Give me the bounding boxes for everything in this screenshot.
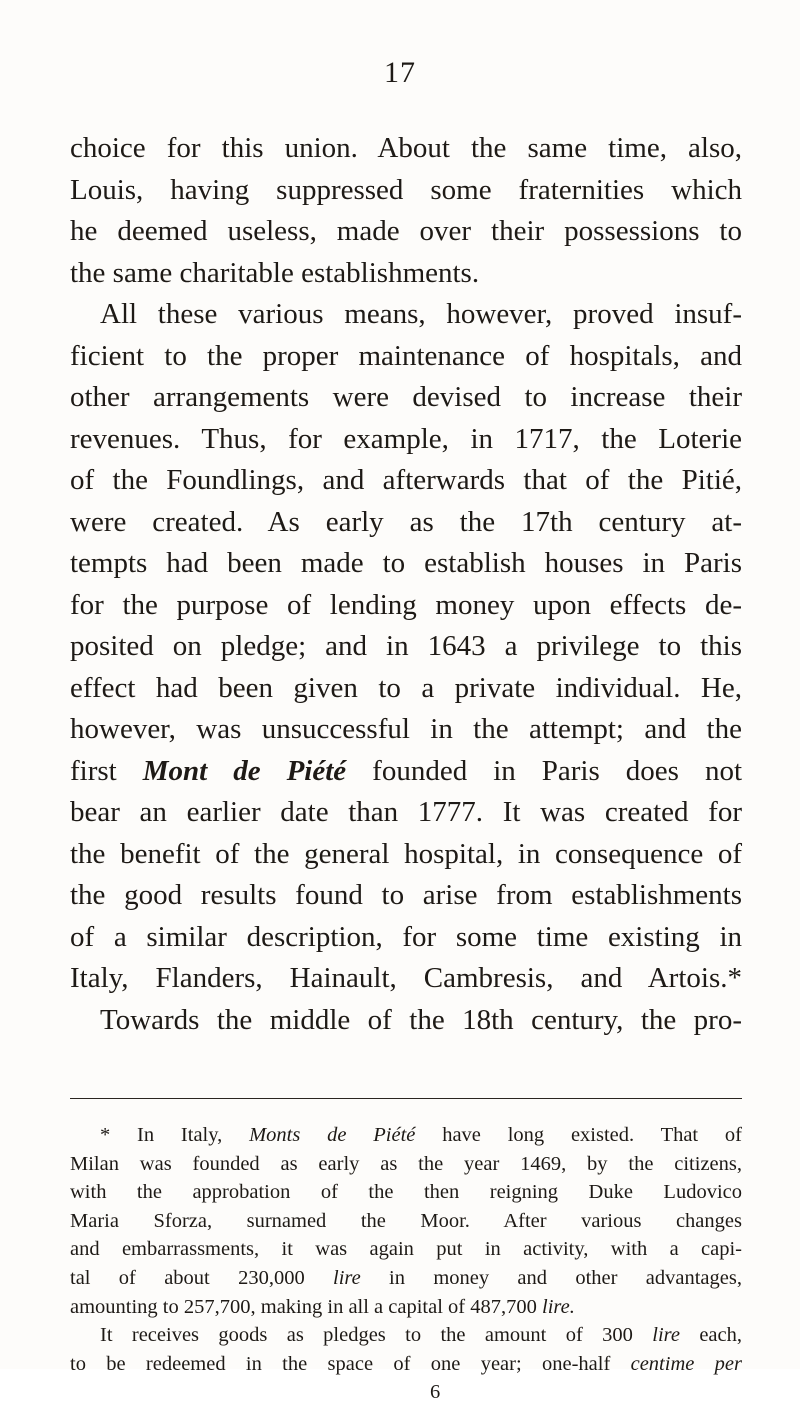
body-line-mont-de-piete [70, 751, 742, 793]
body-line: the benefit of the general hospital, in consequence of [70, 837, 742, 870]
body-line: revenues. Thus, for example, in 1717, the Loterie [70, 422, 742, 455]
body-line: ficient to the proper maintenance of hospitals, and [70, 339, 742, 372]
footnote-italic-term: lire [333, 1266, 361, 1289]
body-line: effect had been given to a private individual. He, [70, 671, 742, 704]
body-line: the good results found to arise from establishments [70, 879, 742, 911]
page-number: 17 [384, 56, 416, 89]
body-line: Towards the middle of the 18th century, the pro- [100, 1003, 742, 1036]
body-line: other arrangements were devised to increase their [70, 381, 742, 413]
footnote-divider [70, 1098, 742, 1099]
footnote-fragment: * In Italy, [100, 1124, 250, 1146]
body-text-fragment: first [70, 754, 143, 787]
footnote [70, 1121, 742, 1407]
footnote-line [70, 1321, 742, 1350]
body-line: however, was unsuccessful in the attempt; and the [70, 713, 742, 745]
footnote-fragment: in money and other advantages, [360, 1266, 742, 1289]
body-line: were created. As early as the 17th century at- [70, 505, 742, 538]
footnote-line [70, 1293, 742, 1322]
mont-de-piete-term: Mont de Piété [142, 754, 347, 787]
body-text-fragment: founded in Paris does not [346, 754, 743, 787]
body-line: the same charitable establishments. [70, 256, 480, 289]
footnote-italic-term: lire. [542, 1295, 575, 1318]
signature-mark: 6 [430, 1381, 441, 1404]
body-line: All these various means, however, proved insuf- [100, 298, 742, 330]
footnote-italic-term: Monts de Piété [249, 1124, 416, 1146]
footnote-fragment: tal of about 230,000 [70, 1266, 334, 1289]
footnote-line [70, 1264, 742, 1293]
body-line: Italy, Flanders, Hainault, Cambresis, and Artois.* [70, 962, 742, 994]
footnote-line: Milan was founded as early as the year 1469, by the citizens, [70, 1152, 742, 1175]
body-line: he deemed useless, made over their possessions to [70, 215, 742, 247]
body-line: bear an earlier date than 1777. It was created for [70, 796, 742, 828]
body-line: Louis, having suppressed some fraternities which [70, 173, 742, 206]
footnote-fragment: have long existed. That of [415, 1124, 743, 1146]
body-line: tempts had been made to establish houses in Paris [70, 547, 742, 579]
body-line: choice for this union. About the same time, also, [70, 132, 742, 164]
footnote-fragment: It receives goods as pledges to the amount of 300 [100, 1324, 653, 1347]
body-line: posited on pledge; and in 1643 a privilege to this [70, 630, 742, 662]
footnote-fragment: to be redeemed in the space of one year; one-half [70, 1352, 631, 1375]
footnote-italic-term: lire [652, 1324, 680, 1347]
footnote-line: and embarrassments, it was again put in activity, with a capi- [70, 1238, 742, 1261]
footnote-line [70, 1350, 742, 1379]
footnote-line: with the approbation of the then reigning Duke Ludovico [70, 1181, 742, 1204]
body-line: of a similar description, for some time existing in [70, 920, 742, 953]
footnote-fragment: each, [679, 1324, 742, 1347]
body-line: of the Foundlings, and afterwards that of the Pitié, [70, 464, 742, 496]
footnote-fragment: amounting to 257,700, making in all a capital of 487,700 [70, 1295, 542, 1318]
footnote-line: Maria Sforza, surnamed the Moor. After various changes [70, 1209, 742, 1232]
footnote-line [70, 1121, 742, 1150]
body-line: for the purpose of lending money upon effects de- [70, 588, 742, 621]
body-text [70, 128, 742, 1041]
footnote-italic-term: centime per [630, 1352, 742, 1375]
